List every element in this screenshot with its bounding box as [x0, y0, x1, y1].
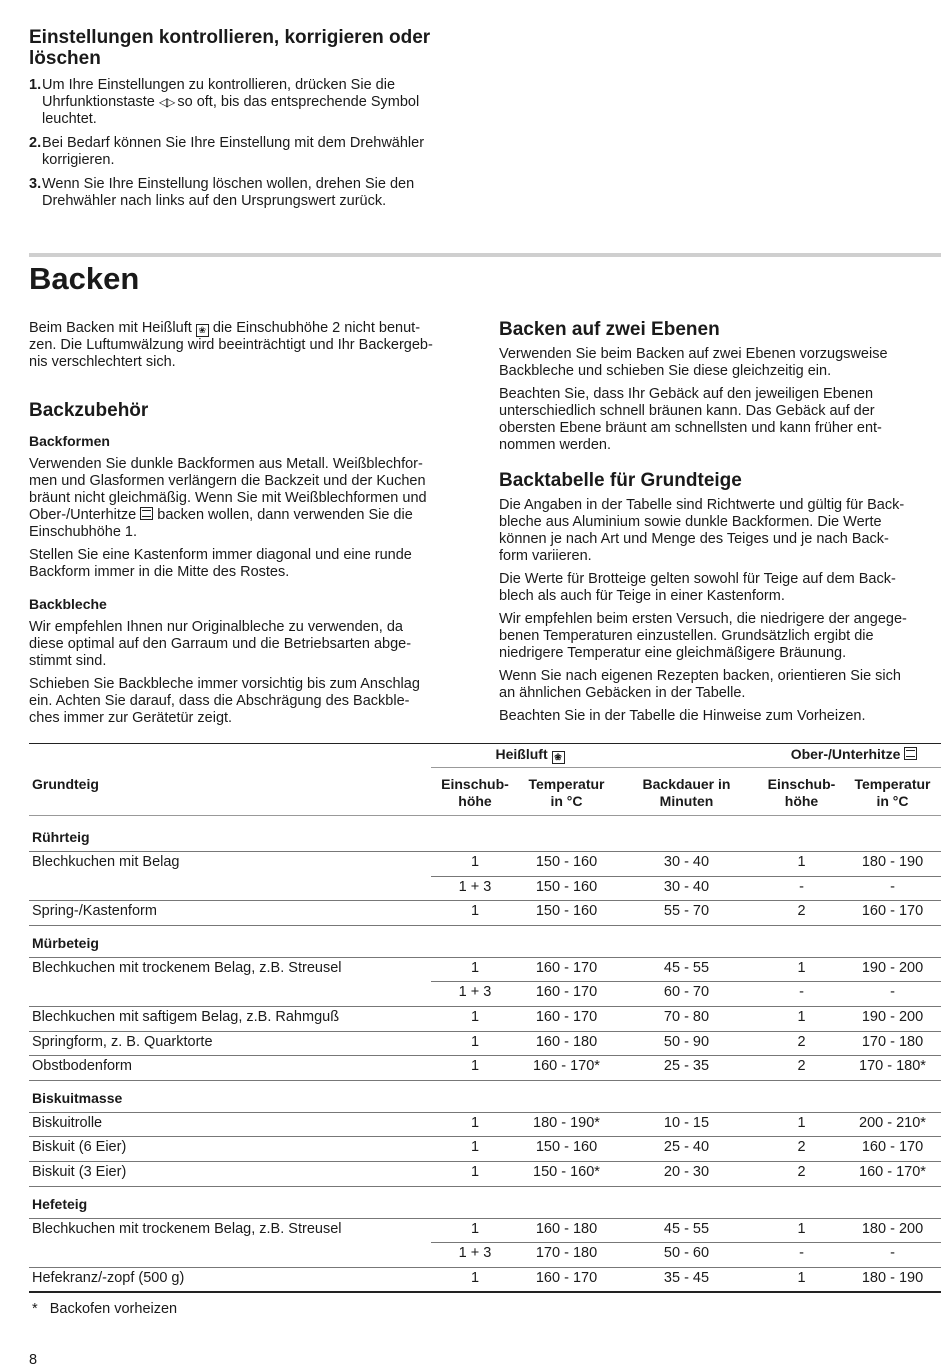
cell-temp-heissluft: 170 - 180 — [535, 1245, 598, 1262]
cell-einschub-heissluft: 1 — [470, 959, 480, 976]
cell-einschub-heissluft: 1 — [470, 1033, 480, 1050]
step-1: 1. Um Ihre Einstellungen zu kontrollieren, drücken Sie die Uhrfunktionstaste ◁▷ so oft, bis das entsprechende Symbol leuchtet. — [29, 77, 420, 127]
cell-einschub-oberunter: 1 — [797, 959, 806, 976]
heading-zwei-ebenen: Backen auf zwei Ebenen — [499, 319, 720, 340]
cell-einschub-oberunter: 2 — [797, 903, 806, 920]
cell-grundteig: Biskuit (6 Eier) — [32, 1139, 127, 1156]
table-row-rule — [29, 1136, 941, 1137]
cell-einschub-oberunter: 1 — [797, 1114, 806, 1131]
group-header-heissluft: Heißluft ❀ — [465, 746, 595, 764]
table-row-rule — [431, 876, 941, 877]
backbleche-paragraph-1: Wir empfehlen Ihnen nur Originalbleche zu verwenden, da diese optimal auf den Garraum und die Betriebsarten abge- stimmt sind. — [29, 619, 412, 669]
intro-paragraph: Beim Backen mit Heißluft ❀ die Einschubhöhe 2 nicht benut- zen. Die Luftumwälzung wird beeinträchtigt und Ihr Backergeb- nis verschlechtert sich. — [29, 320, 433, 370]
table-row-rule — [29, 1218, 941, 1219]
step-3: 3. Wenn Sie Ihre Einstellung löschen wollen, drehen Sie den Drehwähler nach links auf den Ursprungswert zurück. — [29, 176, 415, 209]
heading-backtabelle: Backtabelle für Grundteige — [499, 470, 742, 491]
table-row-rule — [431, 1242, 941, 1243]
table-row-rule — [29, 957, 941, 958]
cell-einschub-heissluft: 1 + 3 — [458, 1245, 492, 1262]
cell-backdauer: 25 - 35 — [663, 1058, 710, 1075]
cell-einschub-oberunter: 1 — [797, 1009, 806, 1025]
backformen-paragraph-2: Stellen Sie eine Kastenform immer diagonal und eine runde Backform immer in die Mitte des Rostes. — [29, 547, 412, 580]
cell-einschub-heissluft: 1 — [470, 903, 480, 920]
cell-temp-oberunter: 200 - 210* — [859, 1114, 926, 1131]
cell-grundteig: Blechkuchen mit saftigem Belag, z.B. Rahmguß — [32, 1009, 340, 1025]
cell-temp-heissluft: 160 - 170 — [535, 959, 598, 976]
group-header-rule — [431, 767, 941, 768]
backtabelle-paragraph-1: Die Angaben in der Tabelle sind Richtwerte und gültig für Back- bleche aus Aluminium sowie dunkle Backformen. Die Werte können je nach Art und Menge des Teiges und je nach Back- form variieren. — [499, 497, 905, 564]
cell-temp-heissluft: 160 - 170 — [535, 984, 598, 1001]
cell-temp-oberunter: 180 - 190 — [861, 854, 924, 870]
cell-temp-heissluft: 160 - 180 — [535, 1033, 598, 1050]
cell-einschub-oberunter: - — [799, 878, 804, 895]
cell-temp-heissluft: 160 - 170 — [535, 1269, 598, 1286]
cell-einschub-heissluft: 1 + 3 — [458, 878, 492, 895]
page-number: 8 — [29, 1352, 38, 1368]
cell-einschub-heissluft: 1 — [470, 1220, 480, 1237]
cell-grundteig: Obstbodenform — [32, 1058, 132, 1075]
backtabelle-paragraph-3: Wir empfehlen beim ersten Versuch, die niedrigere der angege- benen Temperaturen einzustellen. Grundsätzlich ergibt die niedrigere Temperatur eine gleichmäßigere Bräunung. — [499, 611, 907, 661]
cell-backdauer: 30 - 40 — [663, 878, 710, 895]
heading-backzubehoer: Backzubehör — [29, 400, 149, 421]
heading-backformen: Backformen — [29, 433, 110, 449]
header-bottom-rule — [29, 815, 941, 816]
cell-einschub-oberunter: - — [799, 984, 804, 1001]
cell-backdauer: 55 - 70 — [663, 903, 710, 920]
cell-temp-heissluft: 150 - 160* — [533, 1164, 600, 1180]
cell-temp-oberunter: 160 - 170 — [861, 1139, 924, 1156]
cell-grundteig: Hefekranz/-zopf (500 g) — [32, 1269, 185, 1286]
cell-temp-oberunter: 190 - 200 — [861, 959, 924, 976]
cell-backdauer: 70 - 80 — [663, 1009, 710, 1025]
table-section-header: Mürbeteig — [32, 934, 99, 951]
hot-air-icon: ❀ — [552, 751, 565, 764]
cell-einschub-oberunter: 1 — [797, 1220, 806, 1237]
col-header-temp-oberunter: Temperatur in °C — [854, 776, 931, 809]
cell-einschub-oberunter: 1 — [797, 1269, 806, 1286]
cell-backdauer: 10 - 15 — [663, 1114, 710, 1131]
col-header-einschub-heissluft: Einschub- höhe — [441, 776, 509, 809]
cell-einschub-oberunter: 1 — [797, 854, 806, 870]
cell-einschub-heissluft: 1 — [470, 854, 480, 870]
cell-temp-oberunter: 170 - 180 — [861, 1033, 924, 1050]
cell-grundteig: Spring-/Kastenform — [32, 903, 157, 920]
cell-temp-heissluft: 150 - 160 — [535, 1139, 598, 1156]
backtabelle-paragraph-5: Beachten Sie in der Tabelle die Hinweise zum Vorheizen. — [499, 708, 866, 724]
cell-temp-heissluft: 150 - 160 — [535, 878, 598, 895]
cell-grundteig: Biskuit (3 Eier) — [32, 1164, 127, 1180]
cell-grundteig: Biskuitrolle — [32, 1114, 103, 1131]
cell-temp-oberunter: 180 - 190 — [861, 1269, 924, 1286]
zwei-ebenen-paragraph-2: Beachten Sie, dass Ihr Gebäck auf den jeweiligen Ebenen unterschiedlich schnell bräunen kann. Das Gebäck auf der obersten Ebene bräunt am schnellsten und kann früher ent- nommen werden. — [499, 386, 882, 453]
cell-grundteig: Springform, z. B. Quarktorte — [32, 1033, 213, 1050]
cell-einschub-heissluft: 1 — [470, 1164, 480, 1180]
col-header-grundteig: Grundteig — [32, 776, 99, 792]
backtabelle-paragraph-2: Die Werte für Brotteige gelten sowohl für Teige auf dem Back- blech als auch für Teige in einer Kastenform. — [499, 571, 896, 604]
cell-einschub-heissluft: 1 — [470, 1009, 480, 1025]
cell-backdauer: 20 - 30 — [663, 1164, 710, 1180]
cell-temp-oberunter: 190 - 200 — [861, 1009, 924, 1025]
footnote: * Backofen vorheizen — [32, 1301, 178, 1317]
table-section-rule — [29, 925, 941, 926]
top-bottom-heat-icon — [904, 747, 917, 760]
cell-backdauer: 45 - 55 — [663, 1220, 710, 1237]
cell-backdauer: 50 - 60 — [663, 1245, 710, 1262]
cell-temp-oberunter: 160 - 170 — [861, 903, 924, 920]
cell-grundteig: Blechkuchen mit trockenem Belag, z.B. Streusel — [32, 1220, 342, 1237]
cell-grundteig: Blechkuchen mit Belag — [32, 854, 180, 870]
cell-temp-oberunter: - — [890, 984, 895, 1001]
left-column — [29, 320, 474, 727]
cell-temp-oberunter: 180 - 200 — [861, 1220, 924, 1237]
table-row-rule — [29, 1112, 941, 1113]
table-section-rule — [29, 1080, 941, 1081]
step-2: 2. Bei Bedarf können Sie Ihre Einstellung mit dem Drehwähler korrigieren. — [29, 135, 425, 168]
table-top-rule — [29, 743, 941, 744]
cell-backdauer: 35 - 45 — [663, 1269, 710, 1286]
cell-grundteig: Blechkuchen mit trockenem Belag, z.B. Streusel — [32, 959, 342, 976]
section-heading-einstellungen: Einstellungen kontrollieren, korrigieren oder löschen — [29, 27, 431, 69]
table-row-rule — [29, 1055, 941, 1056]
group-header-ober-unterhitze: Ober-/Unterhitze — [759, 746, 949, 763]
cell-temp-heissluft: 160 - 180 — [535, 1220, 598, 1237]
top-bottom-heat-icon — [140, 507, 153, 520]
clock-function-key-icon: ◁▷ — [158, 95, 174, 109]
cell-temp-oberunter: 170 - 180* — [859, 1058, 926, 1075]
table-section-header: Rührteig — [32, 829, 90, 845]
cell-einschub-heissluft: 1 + 3 — [458, 984, 492, 1001]
cell-einschub-heissluft: 1 — [470, 1114, 480, 1131]
table-row-rule — [29, 1006, 941, 1007]
cell-temp-heissluft: 150 - 160 — [535, 854, 598, 870]
cell-backdauer: 45 - 55 — [663, 959, 710, 976]
col-header-backdauer: Backdauer in Minuten — [642, 776, 731, 809]
backbleche-paragraph-2: Schieben Sie Backbleche immer vorsichtig bis zum Anschlag ein. Achten Sie darauf, dass die Abschrägung des Backble- ches immer zur Gerätetür zeigt. — [29, 676, 420, 726]
cell-temp-oberunter: - — [890, 1245, 895, 1262]
table-section-header: Biskuitmasse — [32, 1089, 123, 1106]
cell-temp-oberunter: - — [890, 878, 895, 895]
section-divider — [29, 253, 941, 257]
col-header-temp-heissluft: Temperatur in °C — [528, 776, 605, 809]
cell-einschub-oberunter: 2 — [797, 1164, 806, 1180]
table-section-header: Hefeteig — [32, 1195, 88, 1212]
table-row-rule — [29, 900, 941, 901]
zwei-ebenen-paragraph-1: Verwenden Sie beim Backen auf zwei Ebenen vorzugsweise Backbleche und schieben Sie diese gleichzeitig ein. — [499, 346, 888, 379]
right-column — [499, 319, 944, 725]
table-section-rule — [29, 1186, 941, 1187]
table-row-rule — [29, 1031, 941, 1032]
cell-backdauer: 25 - 40 — [663, 1139, 710, 1156]
cell-backdauer: 30 - 40 — [663, 854, 710, 870]
cell-einschub-heissluft: 1 — [470, 1058, 480, 1075]
table-row-rule — [29, 1161, 941, 1162]
cell-einschub-heissluft: 1 — [470, 1269, 480, 1286]
cell-einschub-oberunter: 2 — [797, 1139, 806, 1156]
page-title-backen: Backen — [29, 261, 140, 296]
table-row-rule — [431, 981, 941, 982]
backtabelle-paragraph-4: Wenn Sie nach eigenen Rezepten backen, orientieren Sie sich an ähnlichen Gebäcken in der Tabelle. — [499, 668, 901, 701]
heading-backbleche: Backbleche — [29, 596, 107, 612]
cell-temp-heissluft: 160 - 170 — [535, 1009, 598, 1025]
cell-backdauer: 60 - 70 — [663, 984, 710, 1001]
cell-backdauer: 50 - 90 — [663, 1033, 710, 1050]
cell-temp-heissluft: 150 - 160 — [535, 903, 598, 920]
backformen-paragraph-1: Verwenden Sie dunkle Backformen aus Metall. Weißblechfor- men und Glasformen verlängern die Backzeit und der Kuchen bräunt nicht gleichmäßig. Wenn Sie mit Weißblechformen und Ober-/Unterhitze backen wollen, dann verwenden Sie die Einschubhöhe 1. — [29, 456, 427, 540]
hot-air-icon: ❀ — [196, 324, 209, 337]
cell-einschub-heissluft: 1 — [470, 1139, 480, 1156]
table-bottom-rule — [29, 1291, 941, 1293]
cell-einschub-oberunter: 2 — [797, 1033, 806, 1050]
cell-einschub-oberunter: 2 — [797, 1058, 806, 1075]
cell-temp-heissluft: 160 - 170* — [533, 1058, 600, 1075]
table-row-rule — [29, 1267, 941, 1268]
table-row-rule — [29, 851, 941, 852]
cell-einschub-oberunter: - — [799, 1245, 804, 1262]
col-header-einschub-oberunter: Einschub- höhe — [767, 776, 836, 809]
cell-temp-heissluft: 180 - 190* — [533, 1114, 600, 1131]
cell-temp-oberunter: 160 - 170* — [859, 1164, 926, 1180]
